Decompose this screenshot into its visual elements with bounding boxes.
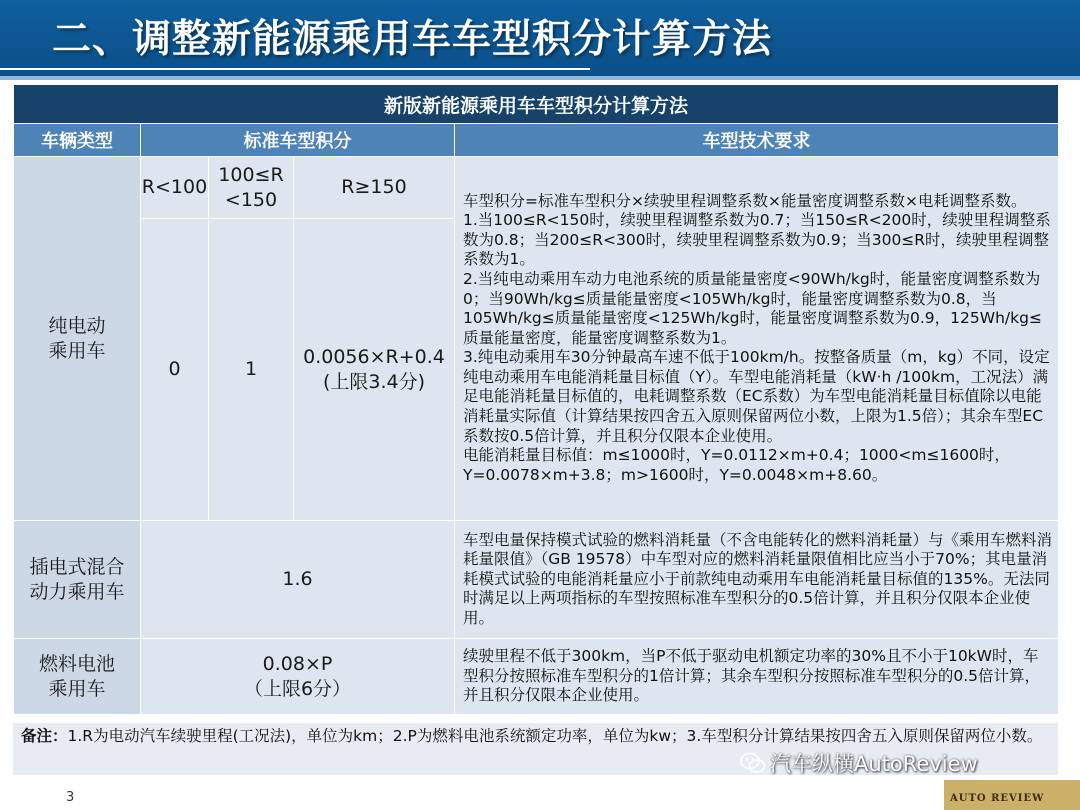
phev-requirements-text: 车型电量保持模式试验的燃料消耗量（不含电能转化的燃料消耗量）与《乘用车燃料消耗量限值》（GB 19578）中车型对应的燃料消耗量限值相比应当小于70%；其电量消耗模式试验的电能消耗量应小于前款纯电动乘用车电能消耗量目标值的135%。无法同时满足以上两项指标的车型按照标准车型积分的0.5倍计算，并且积分仅限本企业使用。 — [463, 530, 1053, 627]
bev-requirement-range: 1.当100≤R<150时，续驶里程调整系数为0.7；当150≤R<200时，续驶里程调整系数为0.8；当200≤R<300时，续驶里程调整系数为0.9；当300≤R时，续驶里程调整系数为1。 — [463, 211, 1051, 269]
wechat-icon — [740, 752, 766, 779]
range-cell-mid — [209, 157, 294, 219]
bev-type-cell — [14, 157, 141, 521]
watermark — [740, 748, 978, 779]
score-high-value: 0.0056×R+0.4 (上限3.4分) — [303, 345, 445, 393]
range-cell-low — [141, 157, 209, 219]
fcev-requirements-text: 续驶里程不低于300km，当P不低于驱动电机额定功率的30%且不小于10kW时，车型积分按照标准车型积分的1倍计算；其余车型积分按照标准车型积分的0.5倍计算，并且积分仅限本企业使用。 — [463, 647, 1041, 705]
header-standard-score: 标准车型积分 — [141, 124, 455, 157]
fcev-type-cell — [14, 639, 141, 715]
bev-requirement-energy-density: 2.当纯电动乘用车动力电池系统的质量能量密度<90Wh/kg时，能量密度调整系数为0；当90Wh/kg≤质量能量密度<105Wh/kg时，能量密度调整系数为0.8，当105Wh/kg≤质量能量密度<125Wh/kg时，能量密度调整系数为0.9，125Wh/kg≤质量能量密度，能量密度调整系数为1。 — [463, 269, 1042, 347]
bev-requirement-consumption: 3.纯电动乘用车30分钟最高车速不低于100km/h。按整备质量（m，kg）不同，设定纯电动乘用车电能消耗量目标值（Y）。车型电能消耗量（kW·h /100km，工况法）满足电能消耗量目标值的，电耗调整系数（EC系数）为车型电能消耗量目标值除以电能消耗量实际值（计算结果按四舍五入原则保留两位小数，上限为1.5倍）；其余车型EC系数按0.5倍计算，并且积分仅限本企业使用。 — [463, 348, 1050, 445]
fcev-requirements-cell — [455, 639, 1059, 715]
score-low-value: 0 — [168, 358, 181, 380]
header-tech-requirements: 车型技术要求 — [455, 124, 1059, 157]
bev-requirements-cell — [455, 157, 1059, 521]
title-underline — [0, 68, 590, 70]
range-high-label: R≥150 — [341, 176, 407, 198]
bev-type-label: 纯电动 乘用车 — [48, 314, 106, 362]
header-vehicle-type: 车辆类型 — [14, 124, 141, 157]
footnote-label: 备注： — [21, 727, 68, 745]
score-cell-high — [294, 219, 455, 521]
table-caption: 新版新能源乘用车车型积分计算方法 — [14, 85, 1059, 124]
phev-score-cell — [141, 521, 455, 639]
fcev-score-value: 0.08×P （上限6分） — [243, 652, 352, 700]
bev-requirement-target-formula: 电能消耗量目标值：m≤1000时，Y=0.0112×m+0.4；1000<m≤1600时，Y=0.0078×m+3.8；m>1600时，Y=0.0048×m+8.60。 — [463, 446, 1010, 484]
score-mid-value: 1 — [244, 358, 258, 380]
footnote-text: 1.R为电动汽车续驶里程(工况法)，单位为km；2.P为燃料电池系统额定功率，单位为kw；3.车型积分计算结果按四舍五入原则保留两位小数。 — [67, 727, 1043, 745]
phev-type-cell — [14, 521, 141, 639]
title-accent-stripe — [0, 76, 1080, 80]
range-cell-high — [294, 157, 455, 219]
fcev-score-cell — [141, 639, 455, 715]
watermark-text: 汽车纵横AutoReview — [770, 752, 978, 776]
slide-title: 二、调整新能源乘用车车型积分计算方法 — [52, 17, 773, 62]
bev-requirement-formula: 车型积分=标准车型积分×续驶里程调整系数×能量密度调整系数×电耗调整系数。 — [463, 191, 1027, 210]
score-cell-low — [141, 219, 209, 521]
fcev-type-label: 燃料电池 乘用车 — [38, 652, 115, 700]
score-cell-mid — [209, 219, 294, 521]
page-number: 3 — [66, 790, 75, 805]
range-low-label: R<100 — [141, 176, 208, 198]
range-mid-label: 100≤R <150 — [218, 163, 284, 211]
phev-type-label: 插电式混合 动力乘用车 — [29, 555, 125, 603]
logo-text: AUTO REVIEW — [950, 793, 1045, 804]
phev-score-value: 1.6 — [282, 568, 313, 590]
phev-requirements-cell — [455, 521, 1059, 639]
scoring-table — [13, 84, 1059, 715]
